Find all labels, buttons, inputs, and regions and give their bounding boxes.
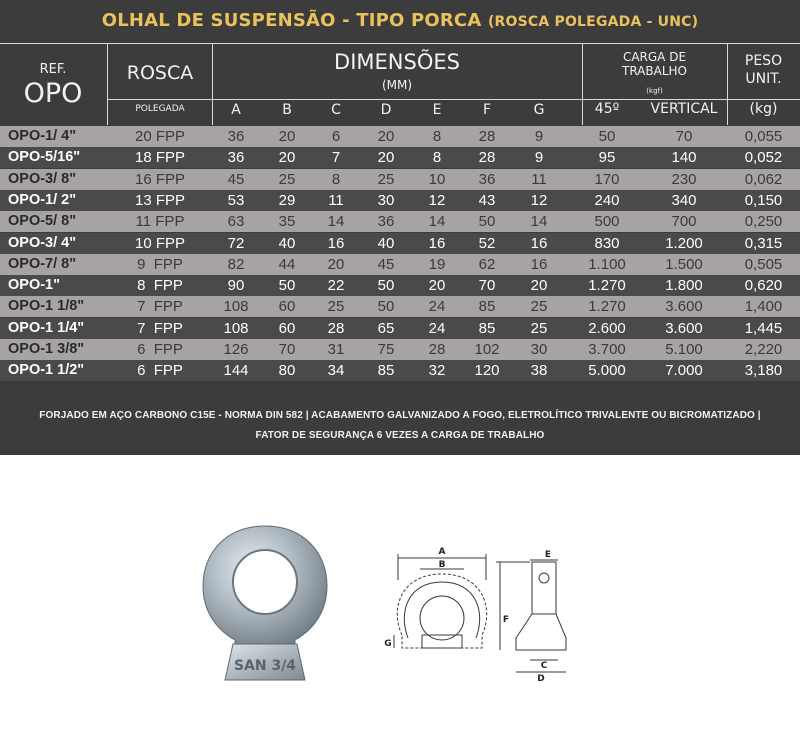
cell-b: 25 <box>278 170 296 188</box>
header-carga <box>582 50 727 78</box>
cell-e: 24 <box>428 319 446 337</box>
cell-f: 85 <box>478 319 496 337</box>
cell-d: 75 <box>377 341 395 358</box>
cell-e: 24 <box>428 298 446 316</box>
cell-f: 43 <box>478 191 496 209</box>
header-carga-line1: CARGA DE <box>622 50 687 64</box>
footer-line2: FATOR DE SEGURANÇA 6 VEZES A CARGA DE TRABALHO <box>255 430 545 441</box>
cell-ref: OPO-1 1/8" <box>8 298 85 315</box>
eye-nut-photo <box>195 520 335 690</box>
cell-b: 60 <box>278 319 296 337</box>
cell-carga-45: 500 <box>594 213 620 231</box>
table-row <box>0 147 800 168</box>
header-col-c: C <box>331 102 341 118</box>
cell-f: 28 <box>478 149 496 167</box>
cell-g: 16 <box>530 234 548 252</box>
cell-carga-45: 830 <box>594 234 620 252</box>
cell-c: 31 <box>327 341 345 358</box>
title-sub: (ROSCA POLEGADA - UNC) <box>487 14 699 30</box>
cell-ref: OPO-1 3/8" <box>8 341 85 357</box>
cell-e: 32 <box>428 362 446 380</box>
cell-ref: OPO-5/ 8" <box>8 213 77 230</box>
cell-a: 108 <box>223 319 249 337</box>
header-col-e: E <box>432 102 442 118</box>
cell-carga-45: 1.100 <box>588 255 626 273</box>
cell-rosca: 9 FPP <box>137 255 183 273</box>
cell-rosca: 7 FPP <box>137 319 183 337</box>
cell-b: 70 <box>278 341 296 358</box>
cell-b: 20 <box>278 149 296 167</box>
cell-c: 16 <box>327 234 345 252</box>
cell-carga-45: 3.700 <box>588 341 626 358</box>
cell-c: 22 <box>327 277 345 295</box>
cell-ref: OPO-1/ 2" <box>8 191 77 208</box>
cell-f: 28 <box>478 128 496 145</box>
header-col-g: G <box>533 102 545 118</box>
cell-e: 8 <box>432 128 442 145</box>
cell-carga-45: 1.270 <box>588 298 626 316</box>
cell-g: 25 <box>530 298 548 316</box>
cell-carga-vertical: 3.600 <box>665 298 703 316</box>
cell-g: 9 <box>534 149 544 167</box>
cell-g: 9 <box>534 128 544 145</box>
header-col-b: B <box>282 102 292 118</box>
header-col-a: A <box>231 102 241 118</box>
cell-a: 72 <box>227 234 245 252</box>
cell-d: 36 <box>377 213 395 231</box>
cell-peso: 2,220 <box>744 341 783 358</box>
drawing-label-d: D <box>537 674 545 684</box>
cell-peso: 0,055 <box>744 128 783 145</box>
cell-peso: 1,400 <box>744 298 783 316</box>
cell-d: 20 <box>377 149 395 167</box>
cell-g: 25 <box>530 319 548 337</box>
cell-f: 36 <box>478 170 496 188</box>
header-col-d: D <box>380 102 392 118</box>
cell-b: 35 <box>278 213 296 231</box>
cell-rosca: 13 FPP <box>134 191 186 209</box>
cell-peso: 3,180 <box>744 362 783 380</box>
header-peso-line2: UNIT. <box>745 71 782 87</box>
table-row <box>0 233 800 254</box>
cell-ref: OPO-5/16" <box>8 149 81 166</box>
cell-ref: OPO-3/ 8" <box>8 170 77 187</box>
table-row <box>0 169 800 190</box>
cell-e: 19 <box>428 255 446 273</box>
cell-carga-45: 50 <box>598 128 616 145</box>
cell-ref: OPO-1 1/2" <box>8 362 85 379</box>
table-row <box>0 126 800 147</box>
cell-rosca: 20 FPP <box>134 128 186 145</box>
cell-carga-vertical: 3.600 <box>665 319 703 337</box>
cell-a: 108 <box>223 298 249 316</box>
cell-g: 30 <box>530 341 548 358</box>
cell-carga-45: 95 <box>598 149 616 167</box>
cell-rosca: 10 FPP <box>134 234 186 252</box>
cell-e: 16 <box>428 234 446 252</box>
cell-d: 30 <box>377 191 395 209</box>
cell-rosca: 18 FPP <box>134 149 186 167</box>
cell-c: 7 <box>331 149 341 167</box>
cell-g: 16 <box>530 255 548 273</box>
cell-b: 29 <box>278 191 296 209</box>
table-row <box>0 275 800 296</box>
cell-rosca: 8 FPP <box>137 277 183 295</box>
drawing-label-g: G <box>384 639 392 649</box>
table-row <box>0 190 800 211</box>
drawing-label-b: B <box>438 560 446 570</box>
cell-c: 14 <box>327 213 345 231</box>
cell-carga-45: 2.600 <box>588 319 626 337</box>
cell-d: 20 <box>377 128 395 145</box>
cell-e: 14 <box>428 213 446 231</box>
header-ref-label: REF. <box>39 62 67 77</box>
header-col-f: F <box>482 102 492 118</box>
cell-d: 25 <box>377 170 395 188</box>
table-row <box>0 360 800 381</box>
cell-ref: OPO-1" <box>8 277 60 294</box>
cell-carga-vertical: 340 <box>671 191 697 209</box>
cell-carga-vertical: 700 <box>671 213 697 231</box>
header-col-vertical: VERTICAL <box>650 101 718 117</box>
cell-c: 25 <box>327 298 345 316</box>
header-rosca: ROSCA <box>126 62 194 84</box>
cell-carga-vertical: 140 <box>671 149 697 167</box>
cell-rosca: 11 FPP <box>135 213 185 231</box>
header-kgf: (kgf) <box>646 87 663 95</box>
cell-c: 34 <box>327 362 345 380</box>
table-title <box>0 10 800 31</box>
header-peso-line1: PESO <box>744 53 783 69</box>
header-col-kg: (kg) <box>749 101 778 117</box>
cell-carga-vertical: 1.200 <box>665 234 703 252</box>
cell-carga-vertical: 5.100 <box>665 341 703 358</box>
cell-a: 36 <box>227 128 245 145</box>
cell-peso: 0,505 <box>744 255 783 273</box>
header-peso <box>727 52 800 88</box>
cell-d: 65 <box>377 319 395 337</box>
header-polegada: POLEGADA <box>135 104 185 114</box>
cell-c: 20 <box>327 255 345 273</box>
cell-a: 82 <box>227 255 245 273</box>
table-row <box>0 339 800 360</box>
drawing-label-f: F <box>502 615 510 625</box>
cell-peso: 0,250 <box>744 213 783 231</box>
cell-g: 38 <box>530 362 548 380</box>
cell-g: 14 <box>530 213 548 231</box>
cell-carga-45: 170 <box>594 170 620 188</box>
cell-g: 20 <box>530 277 548 295</box>
cell-c: 6 <box>331 128 341 145</box>
footer-line1: FORJADO EM AÇO CARBONO C15E - NORMA DIN 582 | ACABAMENTO GALVANIZADO A FOGO, ELETROLÍTICO TRIVALENTE OU BICROMATIZADO | <box>39 410 761 421</box>
cell-d: 40 <box>377 234 395 252</box>
cell-a: 90 <box>227 277 245 295</box>
cell-d: 45 <box>377 255 395 273</box>
cell-g: 12 <box>530 191 548 209</box>
cell-peso: 0,620 <box>744 277 783 295</box>
cell-f: 120 <box>474 362 500 380</box>
cell-ref: OPO-7/ 8" <box>8 255 77 272</box>
cell-b: 60 <box>278 298 296 316</box>
cell-b: 40 <box>278 234 296 252</box>
header-top-rule <box>0 43 800 44</box>
header-mm: (MM) <box>381 78 413 92</box>
cell-f: 50 <box>478 213 496 231</box>
cell-f: 70 <box>478 277 496 295</box>
cell-rosca: 7 FPP <box>137 298 183 316</box>
cell-ref: OPO-1/ 4" <box>8 128 77 144</box>
cell-carga-45: 240 <box>594 191 620 209</box>
cell-f: 62 <box>478 255 496 273</box>
drawing-label-a: A <box>438 547 446 557</box>
header-ref-code: OPO <box>23 78 83 109</box>
cell-a: 36 <box>227 149 245 167</box>
cell-a: 126 <box>223 341 249 358</box>
cell-e: 10 <box>428 170 446 188</box>
cell-peso: 0,150 <box>744 191 783 209</box>
cell-ref: OPO-1 1/4" <box>8 319 85 336</box>
cell-carga-vertical: 230 <box>671 170 697 188</box>
cell-carga-vertical: 70 <box>675 128 693 145</box>
cell-c: 28 <box>327 319 345 337</box>
cell-carga-vertical: 7.000 <box>665 362 703 380</box>
header-dimensoes: DIMENSÕES <box>334 50 460 74</box>
cell-peso: 1,445 <box>744 319 783 337</box>
cell-c: 8 <box>331 170 341 188</box>
drawing-label-c: C <box>540 661 548 671</box>
cell-carga-vertical: 1.500 <box>665 255 703 273</box>
photo-stamp: SAN 3/4 <box>233 658 297 674</box>
cell-d: 85 <box>377 362 395 380</box>
cell-g: 11 <box>531 170 547 188</box>
cell-carga-vertical: 1.800 <box>665 277 703 295</box>
dimension-drawing <box>380 540 580 690</box>
cell-b: 44 <box>278 255 296 273</box>
drawing-label-e: E <box>544 550 552 560</box>
cell-e: 12 <box>428 191 446 209</box>
cell-a: 45 <box>227 170 245 188</box>
cell-carga-45: 1.270 <box>588 277 626 295</box>
cell-rosca: 6 FPP <box>137 362 183 380</box>
cell-e: 8 <box>432 149 442 167</box>
cell-d: 50 <box>377 298 395 316</box>
cell-f: 52 <box>478 234 496 252</box>
cell-b: 20 <box>278 128 296 145</box>
cell-f: 102 <box>474 341 500 358</box>
cell-e: 20 <box>428 277 446 295</box>
title-main: OLHAL DE SUSPENSÃO - TIPO PORCA <box>101 10 482 31</box>
cell-c: 11 <box>328 191 344 209</box>
cell-d: 50 <box>377 277 395 295</box>
cell-rosca: 16 FPP <box>134 170 186 188</box>
cell-ref: OPO-3/ 4" <box>8 234 77 251</box>
cell-b: 50 <box>278 277 296 295</box>
table-row <box>0 296 800 317</box>
cell-carga-45: 5.000 <box>588 362 626 380</box>
cell-peso: 0,062 <box>744 170 783 188</box>
cell-e: 28 <box>428 341 446 358</box>
cell-a: 63 <box>227 213 245 231</box>
table-row <box>0 318 800 339</box>
table-row <box>0 211 800 232</box>
cell-rosca: 6 FPP <box>137 341 183 358</box>
cell-a: 53 <box>227 191 245 209</box>
cell-b: 80 <box>278 362 296 380</box>
cell-a: 144 <box>223 362 249 380</box>
table-row <box>0 254 800 275</box>
cell-f: 85 <box>478 298 496 316</box>
header-col-45: 45º <box>594 101 620 117</box>
cell-peso: 0,052 <box>744 149 783 167</box>
header-carga-line2: TRABALHO <box>622 64 687 78</box>
cell-peso: 0,315 <box>744 234 783 252</box>
